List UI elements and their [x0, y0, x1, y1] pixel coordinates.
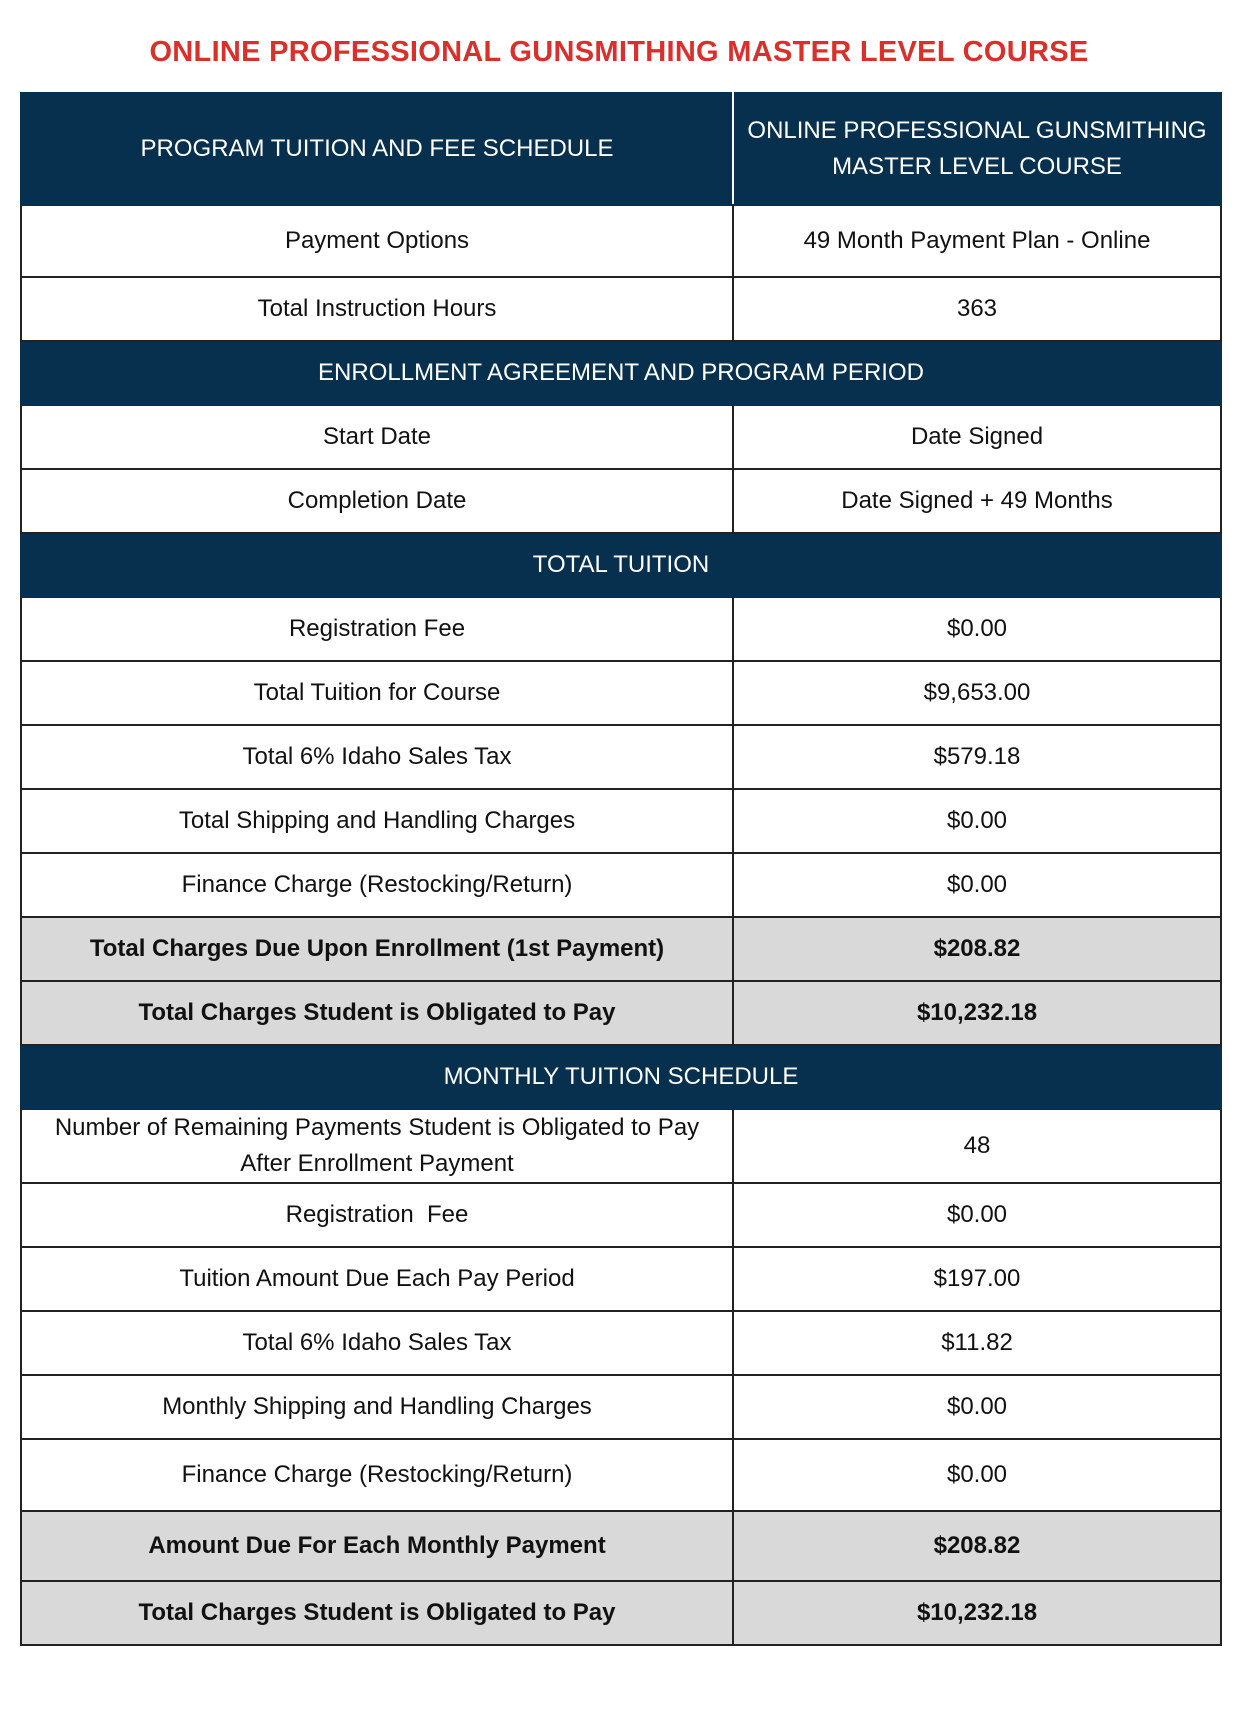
- row-label: Total Instruction Hours: [21, 277, 733, 341]
- section-heading: TOTAL TUITION: [21, 533, 1221, 597]
- table-row: [21, 1183, 1221, 1247]
- table-row: [21, 853, 1221, 917]
- row-label: Number of Remaining Payments Student is Obligated to Pay After Enrollment Payment: [21, 1109, 733, 1183]
- table-row: [21, 725, 1221, 789]
- table-header-row: [21, 93, 1221, 205]
- row-label: Finance Charge (Restocking/Return): [21, 1439, 733, 1511]
- table-row: [21, 1311, 1221, 1375]
- row-label: Finance Charge (Restocking/Return): [21, 853, 733, 917]
- row-label: Completion Date: [21, 469, 733, 533]
- row-label: Payment Options: [21, 205, 733, 277]
- table-row: [21, 661, 1221, 725]
- total-label: Total Charges Due Upon Enrollment (1st Payment): [21, 917, 733, 981]
- page-title: ONLINE PROFESSIONAL GUNSMITHING MASTER LEVEL COURSE: [149, 36, 1089, 68]
- table-row: [21, 205, 1221, 277]
- total-row: [21, 1511, 1221, 1581]
- total-row: [21, 917, 1221, 981]
- total-value: $208.82: [733, 1511, 1221, 1581]
- row-label: Monthly Shipping and Handling Charges: [21, 1375, 733, 1439]
- total-value: $208.82: [733, 917, 1221, 981]
- total-label: Total Charges Student is Obligated to Pay: [21, 1581, 733, 1645]
- row-value: $0.00: [733, 597, 1221, 661]
- row-value: $0.00: [733, 1375, 1221, 1439]
- row-value: Date Signed: [733, 405, 1221, 469]
- table-row: [21, 277, 1221, 341]
- table-row: [21, 469, 1221, 533]
- table-row: [21, 405, 1221, 469]
- section-heading-row: [21, 533, 1221, 597]
- total-value: $10,232.18: [733, 981, 1221, 1045]
- row-label: Registration Fee: [21, 597, 733, 661]
- table-row: [21, 1109, 1221, 1183]
- row-value: $11.82: [733, 1311, 1221, 1375]
- section-heading-row: [21, 341, 1221, 405]
- row-value: $0.00: [733, 853, 1221, 917]
- header-right: ONLINE PROFESSIONAL GUNSMITHING MASTER LEVEL COURSE: [733, 93, 1221, 205]
- row-value: 49 Month Payment Plan - Online: [733, 205, 1221, 277]
- table-row: [21, 597, 1221, 661]
- table-row: [21, 1247, 1221, 1311]
- total-row: [21, 1581, 1221, 1645]
- row-value: $9,653.00: [733, 661, 1221, 725]
- total-label: Amount Due For Each Monthly Payment: [21, 1511, 733, 1581]
- section-heading: ENROLLMENT AGREEMENT AND PROGRAM PERIOD: [21, 341, 1221, 405]
- row-value: Date Signed + 49 Months: [733, 469, 1221, 533]
- tuition-fee-table: [20, 92, 1222, 1646]
- row-value: 48: [733, 1109, 1221, 1183]
- total-row: [21, 981, 1221, 1045]
- section-heading-row: [21, 1045, 1221, 1109]
- total-label: Total Charges Student is Obligated to Pay: [21, 981, 733, 1045]
- row-label: Total 6% Idaho Sales Tax: [21, 1311, 733, 1375]
- row-label: Tuition Amount Due Each Pay Period: [21, 1247, 733, 1311]
- row-label: Total Tuition for Course: [21, 661, 733, 725]
- table-row: [21, 1375, 1221, 1439]
- table-row: [21, 1439, 1221, 1511]
- row-value: $0.00: [733, 1439, 1221, 1511]
- row-label: Total Shipping and Handling Charges: [21, 789, 733, 853]
- row-label: Total 6% Idaho Sales Tax: [21, 725, 733, 789]
- row-label: Start Date: [21, 405, 733, 469]
- row-value: $197.00: [733, 1247, 1221, 1311]
- table-row: [21, 789, 1221, 853]
- row-label: Registration Fee: [21, 1183, 733, 1247]
- row-value: $579.18: [733, 725, 1221, 789]
- header-left: PROGRAM TUITION AND FEE SCHEDULE: [21, 93, 733, 205]
- row-value: $0.00: [733, 789, 1221, 853]
- section-heading: MONTHLY TUITION SCHEDULE: [21, 1045, 1221, 1109]
- row-value: $0.00: [733, 1183, 1221, 1247]
- row-value: 363: [733, 277, 1221, 341]
- total-value: $10,232.18: [733, 1581, 1221, 1645]
